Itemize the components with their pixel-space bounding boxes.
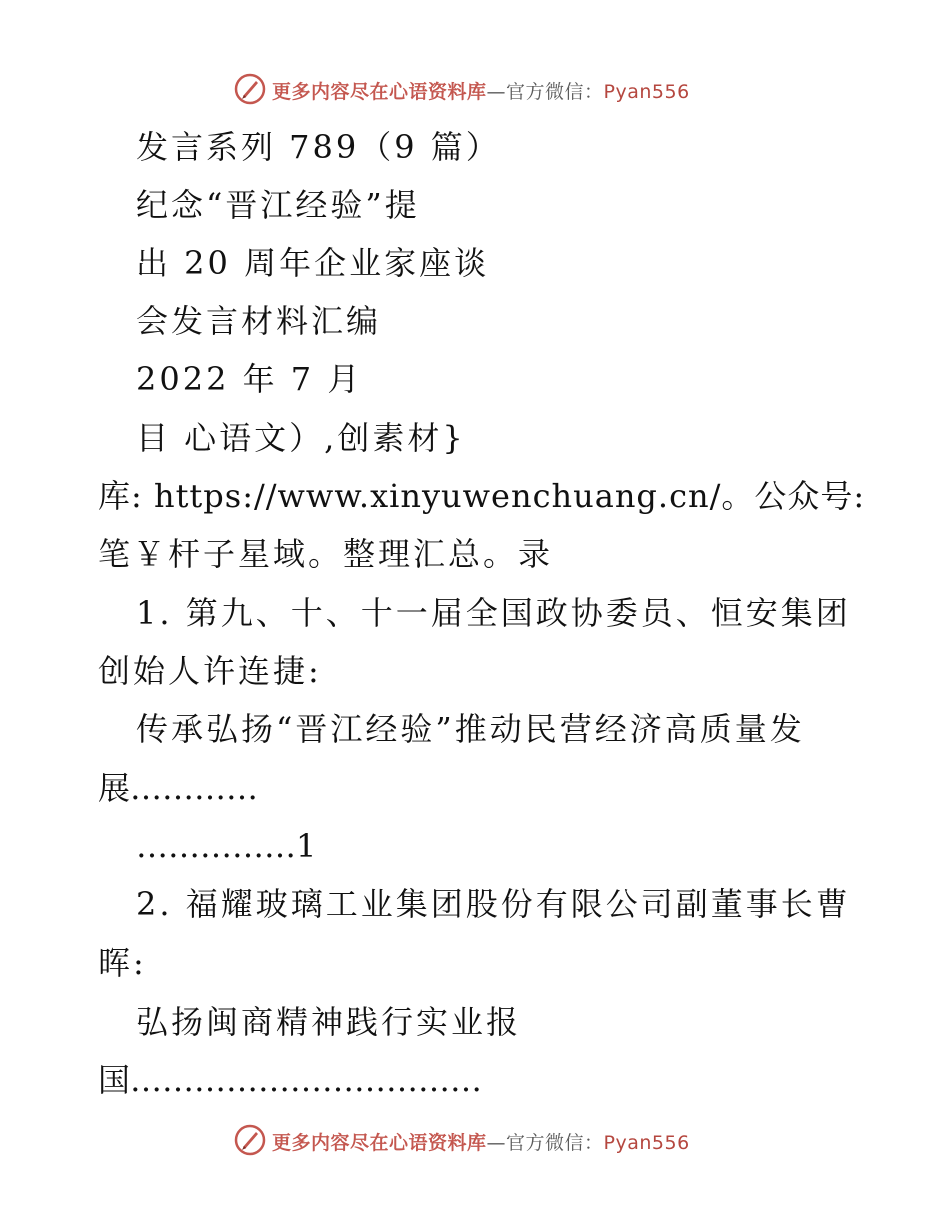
text-line: 1. 第九、十、十一届全国政协委员、恒安集团 bbox=[136, 594, 851, 632]
text-line: 晖: bbox=[98, 944, 147, 982]
text-line: 2. 福耀玻璃工业集团股份有限公司副董事长曹 bbox=[136, 885, 851, 923]
text-line: 国…………………………… bbox=[98, 1061, 483, 1099]
banner-wechat-id: Pyan556 bbox=[603, 81, 690, 103]
banner-title: 更多内容尽在心语资料库 bbox=[272, 81, 487, 103]
text-line: 2022 年 7 月 bbox=[136, 360, 363, 398]
text-line: 库: https://www.xinyuwenchuang.cn/。公众号: bbox=[98, 477, 866, 515]
text-line: 目 心语文）,创素材} bbox=[136, 419, 466, 457]
text-line: 纪念“晋江经验”提 bbox=[136, 186, 420, 224]
text-line: 发言系列 789（9 篇） bbox=[136, 128, 501, 166]
banner-wechat-label: —官方微信： bbox=[486, 81, 604, 103]
banner-title: 更多内容尽在心语资料库 bbox=[272, 1132, 487, 1154]
text-line: 出 20 周年企业家座谈 bbox=[136, 244, 490, 282]
banner-wechat-id: Pyan556 bbox=[603, 1132, 690, 1154]
text-line: 笔￥杆子星域。整理汇总。录 bbox=[98, 535, 554, 573]
text-line: 创始人许连捷: bbox=[98, 652, 322, 690]
footer-banner bbox=[0, 1121, 950, 1161]
text-line: 展………… bbox=[98, 769, 259, 807]
banner-text bbox=[272, 77, 690, 104]
text-line: 传承弘扬“晋江经验”推动民营经济高质量发 bbox=[136, 710, 805, 748]
text-line: ……………1 bbox=[136, 827, 317, 865]
banner-wechat-label: —官方微信： bbox=[486, 1132, 604, 1154]
header-banner bbox=[0, 70, 950, 110]
banner-text bbox=[272, 1128, 690, 1155]
quill-seal-icon bbox=[234, 73, 266, 105]
text-line: 会发言材料汇编 bbox=[136, 302, 382, 340]
quill-seal-icon bbox=[234, 1124, 266, 1156]
text-line: 弘扬闽商精神践行实业报 bbox=[136, 1003, 522, 1041]
